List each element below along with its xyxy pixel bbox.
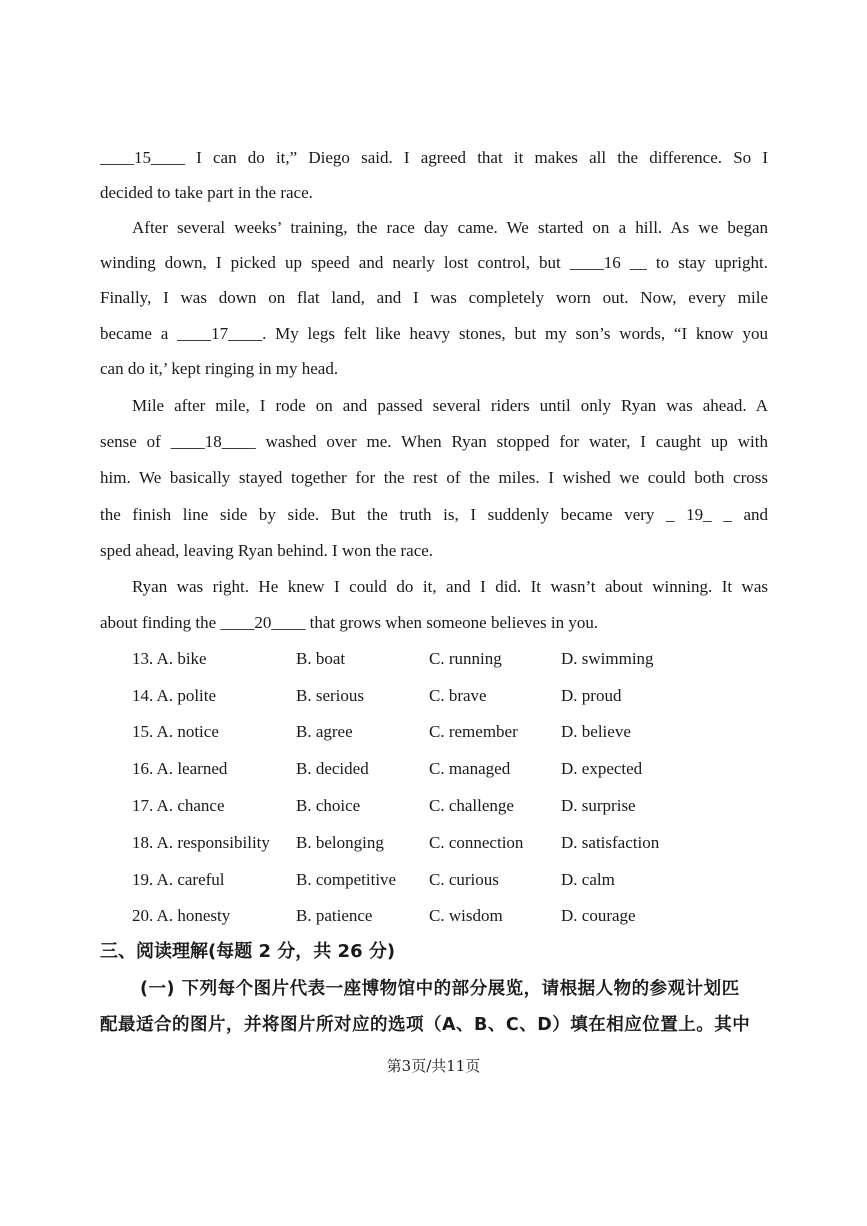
option-a: 16. A. learned <box>132 759 228 778</box>
option-c: C. challenge <box>429 796 514 815</box>
option-c: C. wisdom <box>429 906 503 925</box>
option-d: D. satisfaction <box>561 833 660 852</box>
passage-line-10: him. We basically stayed together for the rest of the miles. I wished we could both cross <box>100 468 768 487</box>
option-b: B. patience <box>296 906 373 925</box>
passage-line-12: sped ahead, leaving Ryan behind. I won the race. <box>100 541 434 560</box>
passage-line-6: became a ____17____. My legs felt like heavy stones, but my son’s words, “I know you <box>100 324 768 343</box>
option-a: 13. A. bike <box>132 649 207 668</box>
option-b: B. agree <box>296 722 353 741</box>
passage-line-4: winding down, I picked up speed and nearly lost control, but ____16 __ to stay upright. <box>100 253 768 272</box>
passage-line-5: Finally, I was down on flat land, and I was completely worn out. Now, every mile <box>100 288 768 307</box>
option-a: 20. A. honesty <box>132 906 231 925</box>
passage-line-9: sense of ____18____ washed over me. When Ryan stopped for water, I caught up with <box>100 432 768 451</box>
passage-line-13: Ryan was right. He knew I could do it, and I did. It wasn’t about winning. It was <box>132 577 768 596</box>
option-b: B. belonging <box>296 833 384 852</box>
option-b: B. decided <box>296 759 369 778</box>
option-c: C. remember <box>429 722 518 741</box>
option-d: D. swimming <box>561 649 654 668</box>
option-d: D. expected <box>561 759 643 778</box>
option-d: D. calm <box>561 870 615 889</box>
option-a: 19. A. careful <box>132 870 225 889</box>
option-b: B. boat <box>296 649 346 668</box>
passage-line-7: can do it,’ kept ringing in my head. <box>100 359 339 378</box>
option-c: C. running <box>429 649 502 668</box>
option-c: C. connection <box>429 833 524 852</box>
passage-line-3: After several weeks’ training, the race day came. We started on a hill. As we began <box>132 218 768 237</box>
page-number: 第3页/共11页 <box>386 1057 481 1075</box>
option-a: 15. A. notice <box>132 722 219 741</box>
passage-line-1: ____15____ I can do it,” Diego said. I agreed that it makes all the difference. So I <box>100 148 768 167</box>
option-d: D. proud <box>561 686 622 705</box>
option-a: 17. A. chance <box>132 796 225 815</box>
option-a: 14. A. polite <box>132 686 217 705</box>
passage-line-14: about finding the ____20____ that grows when someone believes in you. <box>100 613 599 632</box>
option-d: D. surprise <box>561 796 636 815</box>
passage-line-11: the finish line side by side. But the truth is, I suddenly became very _ 19_ _ and <box>100 505 768 524</box>
option-a: 18. A. responsibility <box>132 833 270 852</box>
option-b: B. competitive <box>296 870 397 889</box>
option-c: C. managed <box>429 759 511 778</box>
passage-line-2: decided to take part in the race. <box>100 183 313 202</box>
option-c: C. curious <box>429 870 499 889</box>
passage-line-8: Mile after mile, I rode on and passed several riders until only Ryan was ahead. A <box>132 396 768 415</box>
instruction-line-2: 配最适合的图片，并将图片所对应的选项（A、B、C、D）填在相应位置上。其中 <box>100 1015 751 1035</box>
section-heading: 三、阅读理解(每题 2 分，共 26 分) <box>100 941 396 962</box>
option-c: C. brave <box>429 686 487 705</box>
option-b: B. serious <box>296 686 364 705</box>
instruction-line-1: (一) 下列每个图片代表一座博物馆中的部分展览，请根据人物的参观计划匹 <box>140 979 740 999</box>
option-b: B. choice <box>296 796 361 815</box>
option-d: D. believe <box>561 722 631 741</box>
option-d: D. courage <box>561 906 636 925</box>
